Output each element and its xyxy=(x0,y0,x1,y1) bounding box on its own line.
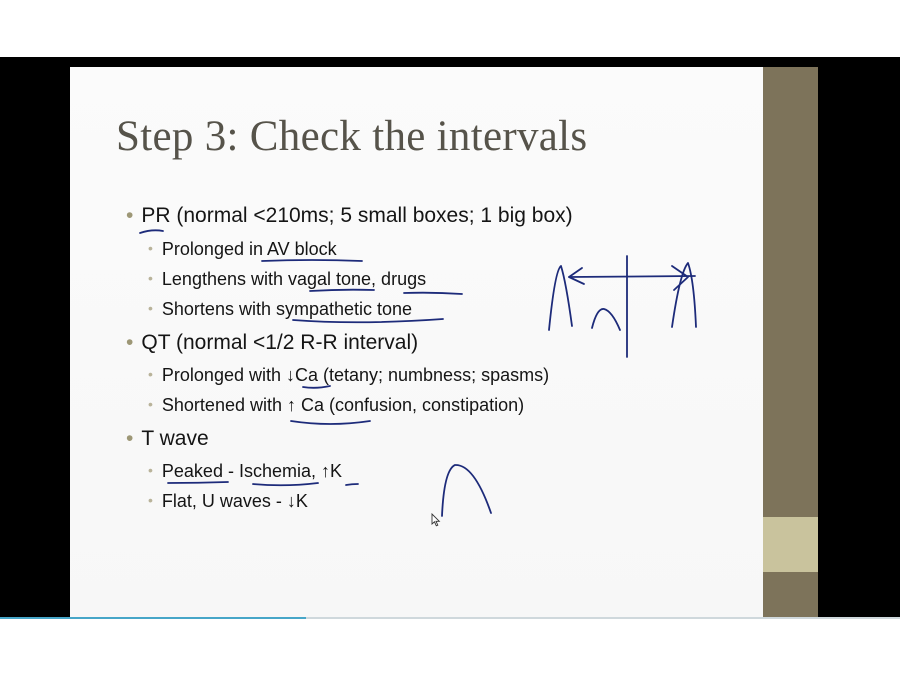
bullet-text: QT (normal <1/2 R-R interval) xyxy=(141,331,419,354)
bullet-dot: • xyxy=(126,427,134,450)
progress-fill xyxy=(0,617,306,619)
bullet-dot: • xyxy=(148,240,153,256)
bullet-text: PR (normal <210ms; 5 small boxes; 1 big box) xyxy=(141,204,573,227)
bullet-text: Prolonged in AV block xyxy=(161,239,337,259)
sub-bullet xyxy=(148,239,337,260)
sub-bullet xyxy=(148,491,308,512)
bullet-dot: • xyxy=(148,300,153,316)
bullet-dot: • xyxy=(148,270,153,286)
bullet-dot: • xyxy=(148,396,153,412)
bullet-text: Lengthens with vagal tone, drugs xyxy=(161,269,427,289)
bullet-dot: • xyxy=(148,366,153,382)
bullet-text: Prolonged with ↓Ca (tetany; numbness; spasms) xyxy=(161,365,550,385)
bullet-dot: • xyxy=(126,204,134,227)
bullet-text: Peaked - Ischemia, ↑K xyxy=(161,461,342,481)
bullet-text: T wave xyxy=(141,427,209,450)
sub-bullet xyxy=(148,269,426,290)
bullet-dot: • xyxy=(148,462,153,478)
sub-bullet xyxy=(148,395,524,416)
sub-bullet xyxy=(148,299,412,320)
bullet-t-wave xyxy=(126,427,209,451)
bullet-qt xyxy=(126,331,418,355)
slide-side-block xyxy=(763,517,818,572)
bullet-dot: • xyxy=(126,331,134,354)
mouse-pointer-icon xyxy=(431,513,441,527)
sub-bullet xyxy=(148,365,549,386)
bullet-dot: • xyxy=(148,492,153,508)
bullet-text: Shortens with sympathetic tone xyxy=(161,299,413,319)
bullet-text: Flat, U waves - ↓K xyxy=(161,491,308,511)
slide-title: Step 3: Check the intervals xyxy=(116,113,588,160)
bullet-pr xyxy=(126,204,573,228)
bullet-text: Shortened with ↑ Ca (confusion, constipation) xyxy=(161,395,525,415)
sub-bullet xyxy=(148,461,342,482)
